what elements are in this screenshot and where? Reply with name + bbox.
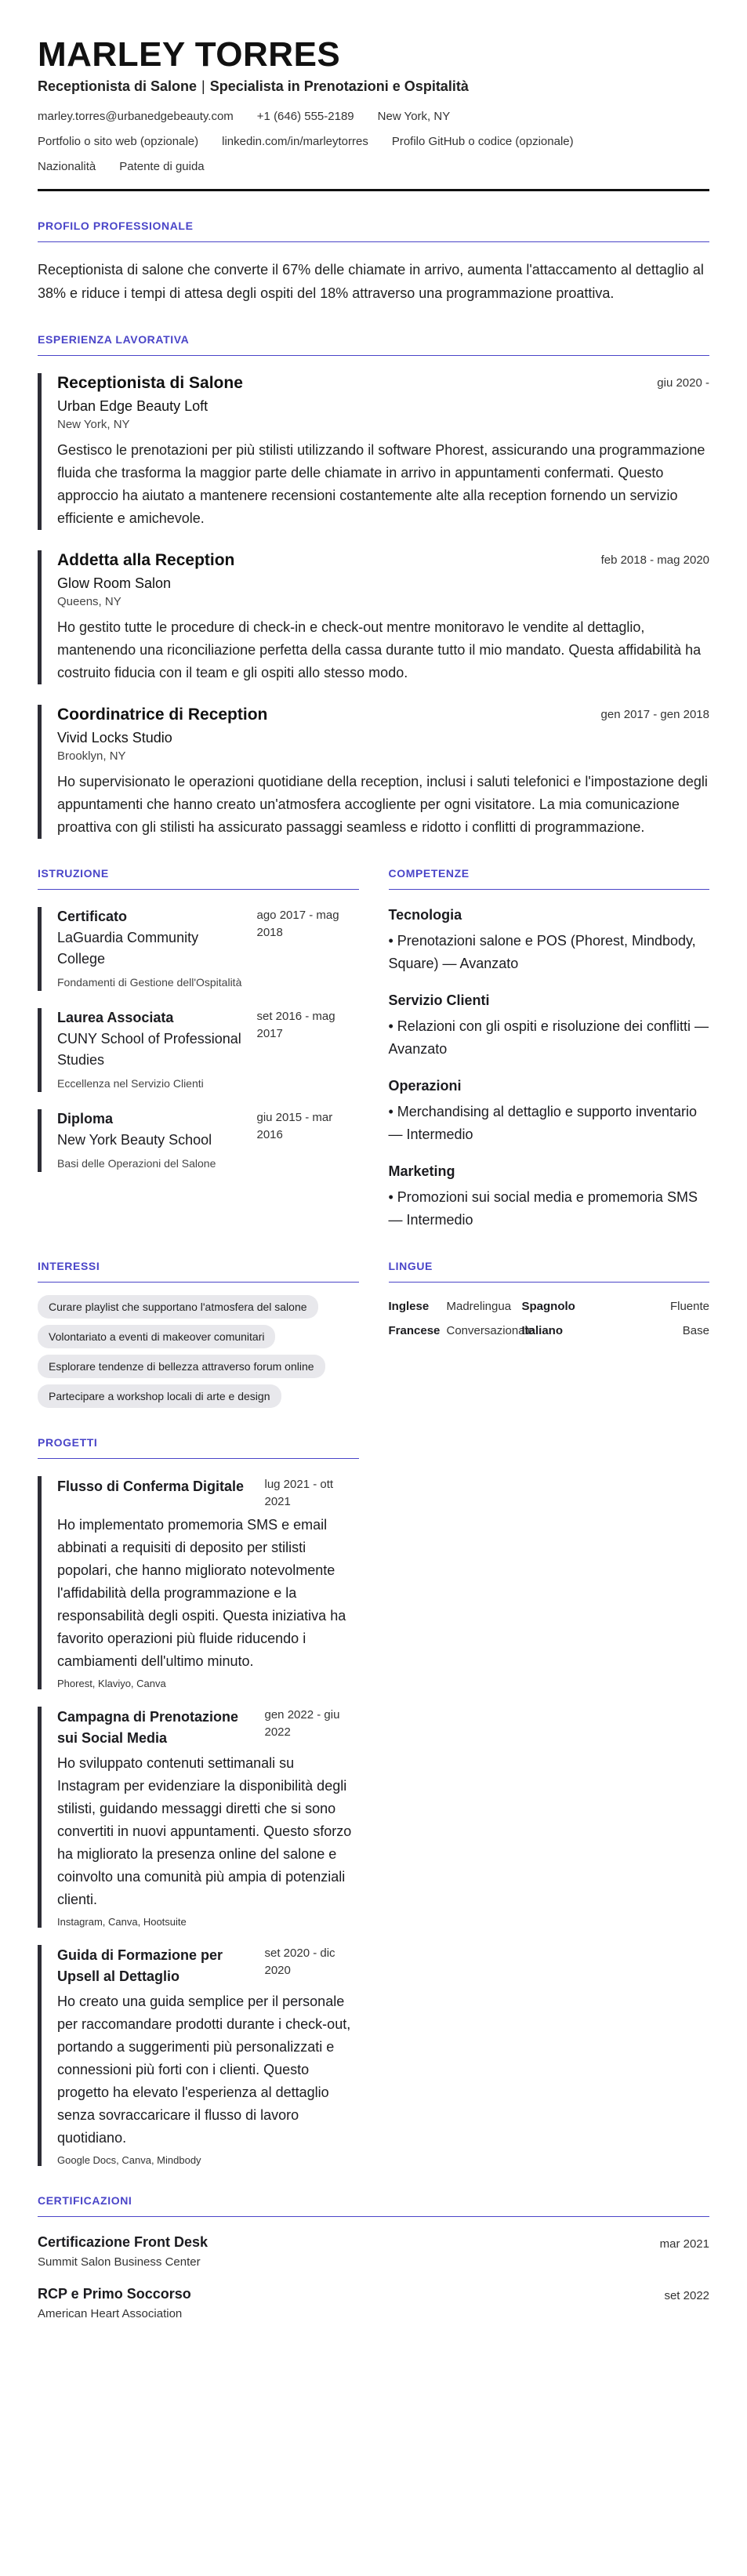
job-company: Urban Edge Beauty Loft: [57, 398, 209, 414]
job-date: feb 2018 - mag 2020: [600, 553, 709, 567]
job-company: Glow Room Salon: [57, 575, 172, 591]
email-link[interactable]: marley.torres@urbanedgebeauty.com: [38, 110, 234, 123]
job-title: Coordinatrice di Reception: [57, 706, 268, 724]
education-school: LaGuardia Community College: [57, 930, 199, 967]
projects-section: [38, 1436, 359, 2166]
license-text: Patente di guida: [119, 160, 205, 173]
headline-separator: |: [201, 78, 205, 94]
interest-tag: Curare playlist che supportano l'atmosfera del salone: [38, 1295, 318, 1319]
projects-right-spacer: [389, 1436, 710, 2166]
contact-row-primary: [38, 109, 709, 125]
summary-section: [38, 220, 709, 305]
linkedin-link[interactable]: linkedin.com/in/marleytorres: [222, 135, 368, 148]
education-degree: Diploma: [57, 1111, 114, 1127]
education-field: Basi delle Operazioni del Salone: [57, 1157, 216, 1170]
project-description: Ho creato una guida semplice per il personale per raccomandare prodotti durante i check-out, portando a suggerimenti più personalizzati e connessioni più forti con i clienti. Questo progetto ha elevato l'esperienza al dettaglio senza sovraccaricare il flusso di lavoro quotidiano.: [57, 1994, 351, 2146]
language-name: Francese: [388, 1324, 441, 1337]
headline-role: Receptionista di Salone: [38, 78, 198, 94]
contact-row-links: [38, 134, 709, 150]
skills-section: [389, 867, 710, 1232]
skill-category: Operazioni: [388, 1078, 462, 1094]
interests-languages-row: [38, 1260, 709, 1408]
section-title-languages: LINGUE: [389, 1260, 710, 1283]
project-title: Guida di Formazione per Upsell al Dettaglio: [57, 1947, 223, 1984]
interest-tags: [38, 1295, 359, 1408]
job-company: Vivid Locks Studio: [57, 730, 172, 746]
skill-category: Marketing: [388, 1163, 455, 1179]
language-level: Fluente: [669, 1300, 709, 1313]
education-school: CUNY School of Professional Studies: [57, 1031, 241, 1068]
phone-text: +1 (646) 555-2189: [256, 110, 354, 123]
github-link[interactable]: Profilo GitHub o codice (opzionale): [391, 135, 574, 148]
interest-tag: Volontariato a eventi di makeover comunitari: [38, 1325, 275, 1348]
education-degree: Certificato: [57, 909, 128, 924]
certification-date: mar 2021: [659, 2237, 709, 2251]
contact-row-extra: [38, 159, 709, 175]
nationality-text: Nazionalità: [38, 160, 96, 173]
portfolio-link[interactable]: Portfolio o sito web (opzionale): [38, 135, 199, 148]
project-item: [38, 1945, 359, 2166]
education-degree: Laurea Associata: [57, 1010, 174, 1025]
education-field: Eccellenza nel Servizio Clienti: [57, 1077, 204, 1090]
summary-text: Receptionista di salone che converte il 67% delle chiamate in arrivo, aumenta l'attaccamento al dettaglio al 38% e riduce i tempi di attesa degli ospiti del 18% attraverso una programmazione proattiva.: [38, 262, 704, 301]
education-item: [38, 1109, 359, 1172]
certification-issuer: American Heart Association: [38, 2307, 183, 2320]
certification-issuer: Summit Salon Business Center: [38, 2255, 201, 2269]
language-level: Madrelingua: [446, 1300, 512, 1313]
skill-line: • Promozioni sui social media e promemoria SMS — Intermedio: [388, 1189, 698, 1228]
project-date: set 2020 - dic 2020: [264, 1947, 335, 1977]
project-tech: Phorest, Klaviyo, Canva: [57, 1678, 166, 1689]
skill-group: [389, 1078, 710, 1146]
language-name: Inglese: [388, 1300, 430, 1313]
certifications-section: [38, 2194, 709, 2320]
interest-tag: Partecipare a workshop locali di arte e design: [38, 1384, 281, 1408]
education-date: ago 2017 - mag 2018: [256, 909, 339, 939]
job-title: Receptionista di Salone: [57, 374, 243, 392]
project-date: gen 2022 - giu 2022: [264, 1708, 340, 1739]
job-description: Ho gestito tutte le procedure di check-in e check-out mentre monitoravo le vendite al dettaglio, mantenendo una riconciliazione perfetta della cassa durante tutto il mio mandato. Questa affidabilità ha costruito fiducia con il team e gli ospiti allo stesso modo.: [57, 619, 702, 680]
experience-section: [38, 333, 709, 839]
interests-section: [38, 1260, 359, 1408]
projects-row: [38, 1436, 709, 2166]
certification-name: RCP e Primo Soccorso: [38, 2286, 191, 2302]
skill-category: Servizio Clienti: [388, 992, 490, 1008]
education-section: [38, 867, 359, 1232]
job-date: gen 2017 - gen 2018: [600, 708, 709, 721]
education-item: [38, 907, 359, 991]
header-divider: [38, 189, 709, 191]
job-location: Queens, NY: [57, 595, 121, 608]
education-skills-row: [38, 867, 709, 1232]
job-description: Ho supervisionato le operazioni quotidiane della reception, inclusi i saluti telefonici e l'impostazione degli appuntamenti che hanno creato un'atmosfera accogliente per ogni visitatore. La mia comunicazione proattiva con gli stilisti ha assicurato passaggi seamless e ridotto i conflitti di programmazione.: [57, 774, 708, 835]
certification-date: set 2022: [664, 2289, 709, 2302]
project-title: Flusso di Conferma Digitale: [57, 1478, 245, 1494]
experience-item: [38, 373, 709, 530]
education-date: set 2016 - mag 2017: [256, 1010, 335, 1040]
education-date: giu 2015 - mar 2016: [256, 1111, 333, 1141]
section-title-certifications: CERTIFICAZIONI: [38, 2194, 709, 2217]
section-title-skills: COMPETENZE: [389, 867, 710, 890]
experience-item: [38, 550, 709, 684]
job-title: Addetta alla Reception: [57, 551, 235, 569]
skill-line: • Relazioni con gli ospiti e risoluzione dei conflitti — Avanzato: [388, 1018, 709, 1057]
experience-list: [38, 373, 709, 839]
job-location: New York, NY: [57, 418, 130, 431]
project-tech: Instagram, Canva, Hootsuite: [57, 1916, 187, 1928]
project-item: [38, 1476, 359, 1689]
project-item: [38, 1707, 359, 1928]
project-date: lug 2021 - ott 2021: [264, 1478, 334, 1508]
skill-category: Tecnologia: [388, 907, 462, 923]
skill-group: [389, 907, 710, 975]
languages-grid: [389, 1300, 710, 1337]
section-title-interests: INTERESSI: [38, 1260, 359, 1283]
language-level: Conversazionale: [446, 1324, 535, 1337]
job-location: Brooklyn, NY: [57, 749, 126, 763]
skill-group: [389, 992, 710, 1061]
candidate-name: MARLEY TORRES: [38, 35, 341, 74]
section-title-education: ISTRUZIONE: [38, 867, 359, 890]
skill-line: • Prenotazioni salone e POS (Phorest, Mindbody, Square) — Avanzato: [388, 933, 696, 971]
project-tech: Google Docs, Canva, Mindbody: [57, 2154, 201, 2166]
language-level: Base: [682, 1324, 709, 1337]
section-title-projects: PROGETTI: [38, 1436, 359, 1459]
job-date: giu 2020 -: [657, 376, 709, 390]
languages-section: [389, 1260, 710, 1408]
education-school: New York Beauty School: [57, 1132, 212, 1148]
skill-group: [389, 1163, 710, 1232]
resume-header: [38, 34, 709, 191]
experience-item: [38, 705, 709, 839]
certification-item: [38, 2286, 709, 2320]
language-name: Spagnolo: [521, 1300, 575, 1313]
project-description: Ho sviluppato contenuti settimanali su Instagram per evidenziare la disponibilità degli stilisti, guidando messaggi diretti che si sono convertiti in nuovi appuntamenti. Questo sforzo ha migliorato la presenza online del salone e coinvolto una comunità più ampia di potenziali clienti.: [57, 1755, 352, 1907]
education-item: [38, 1008, 359, 1092]
location-text: New York, NY: [377, 110, 451, 123]
section-title-experience: ESPERIENZA LAVORATIVA: [38, 333, 709, 356]
headline-specialty: Specialista in Prenotazioni e Ospitalità: [209, 78, 469, 94]
project-title: Campagna di Prenotazione sui Social Media: [57, 1709, 239, 1746]
headline: [38, 78, 709, 95]
project-description: Ho implementato promemoria SMS e email abbinati a requisiti di deposito per stilisti popolari, che hanno migliorato notevolmente l'affidabilità della programmazione e la responsabilità degli ospiti. Questa iniziativa ha favorito operazioni più fluide riducendo i cambiamenti dell'ultimo minuto.: [57, 1517, 346, 1669]
certification-name: Certificazione Front Desk: [38, 2234, 209, 2250]
certification-item: [38, 2234, 709, 2269]
interest-tag: Esplorare tendenze di bellezza attraverso forum online: [38, 1355, 325, 1378]
section-title-summary: PROFILO PROFESSIONALE: [38, 220, 709, 242]
language-name: Italiano: [521, 1324, 564, 1337]
education-field: Fondamenti di Gestione dell'Ospitalità: [57, 976, 242, 989]
skill-line: • Merchandising al dettaglio e supporto inventario — Intermedio: [388, 1104, 698, 1142]
job-description: Gestisco le prenotazioni per più stilisti utilizzando il software Phorest, assicurando una programmazione fluida che trasforma la maggior parte delle chiamate in arrivo in appuntamenti confermati. Questo approccio ha aiutato a mantenere recensioni costantemente alte alla reception fornendo un servizio efficiente e amichevole.: [57, 442, 705, 526]
